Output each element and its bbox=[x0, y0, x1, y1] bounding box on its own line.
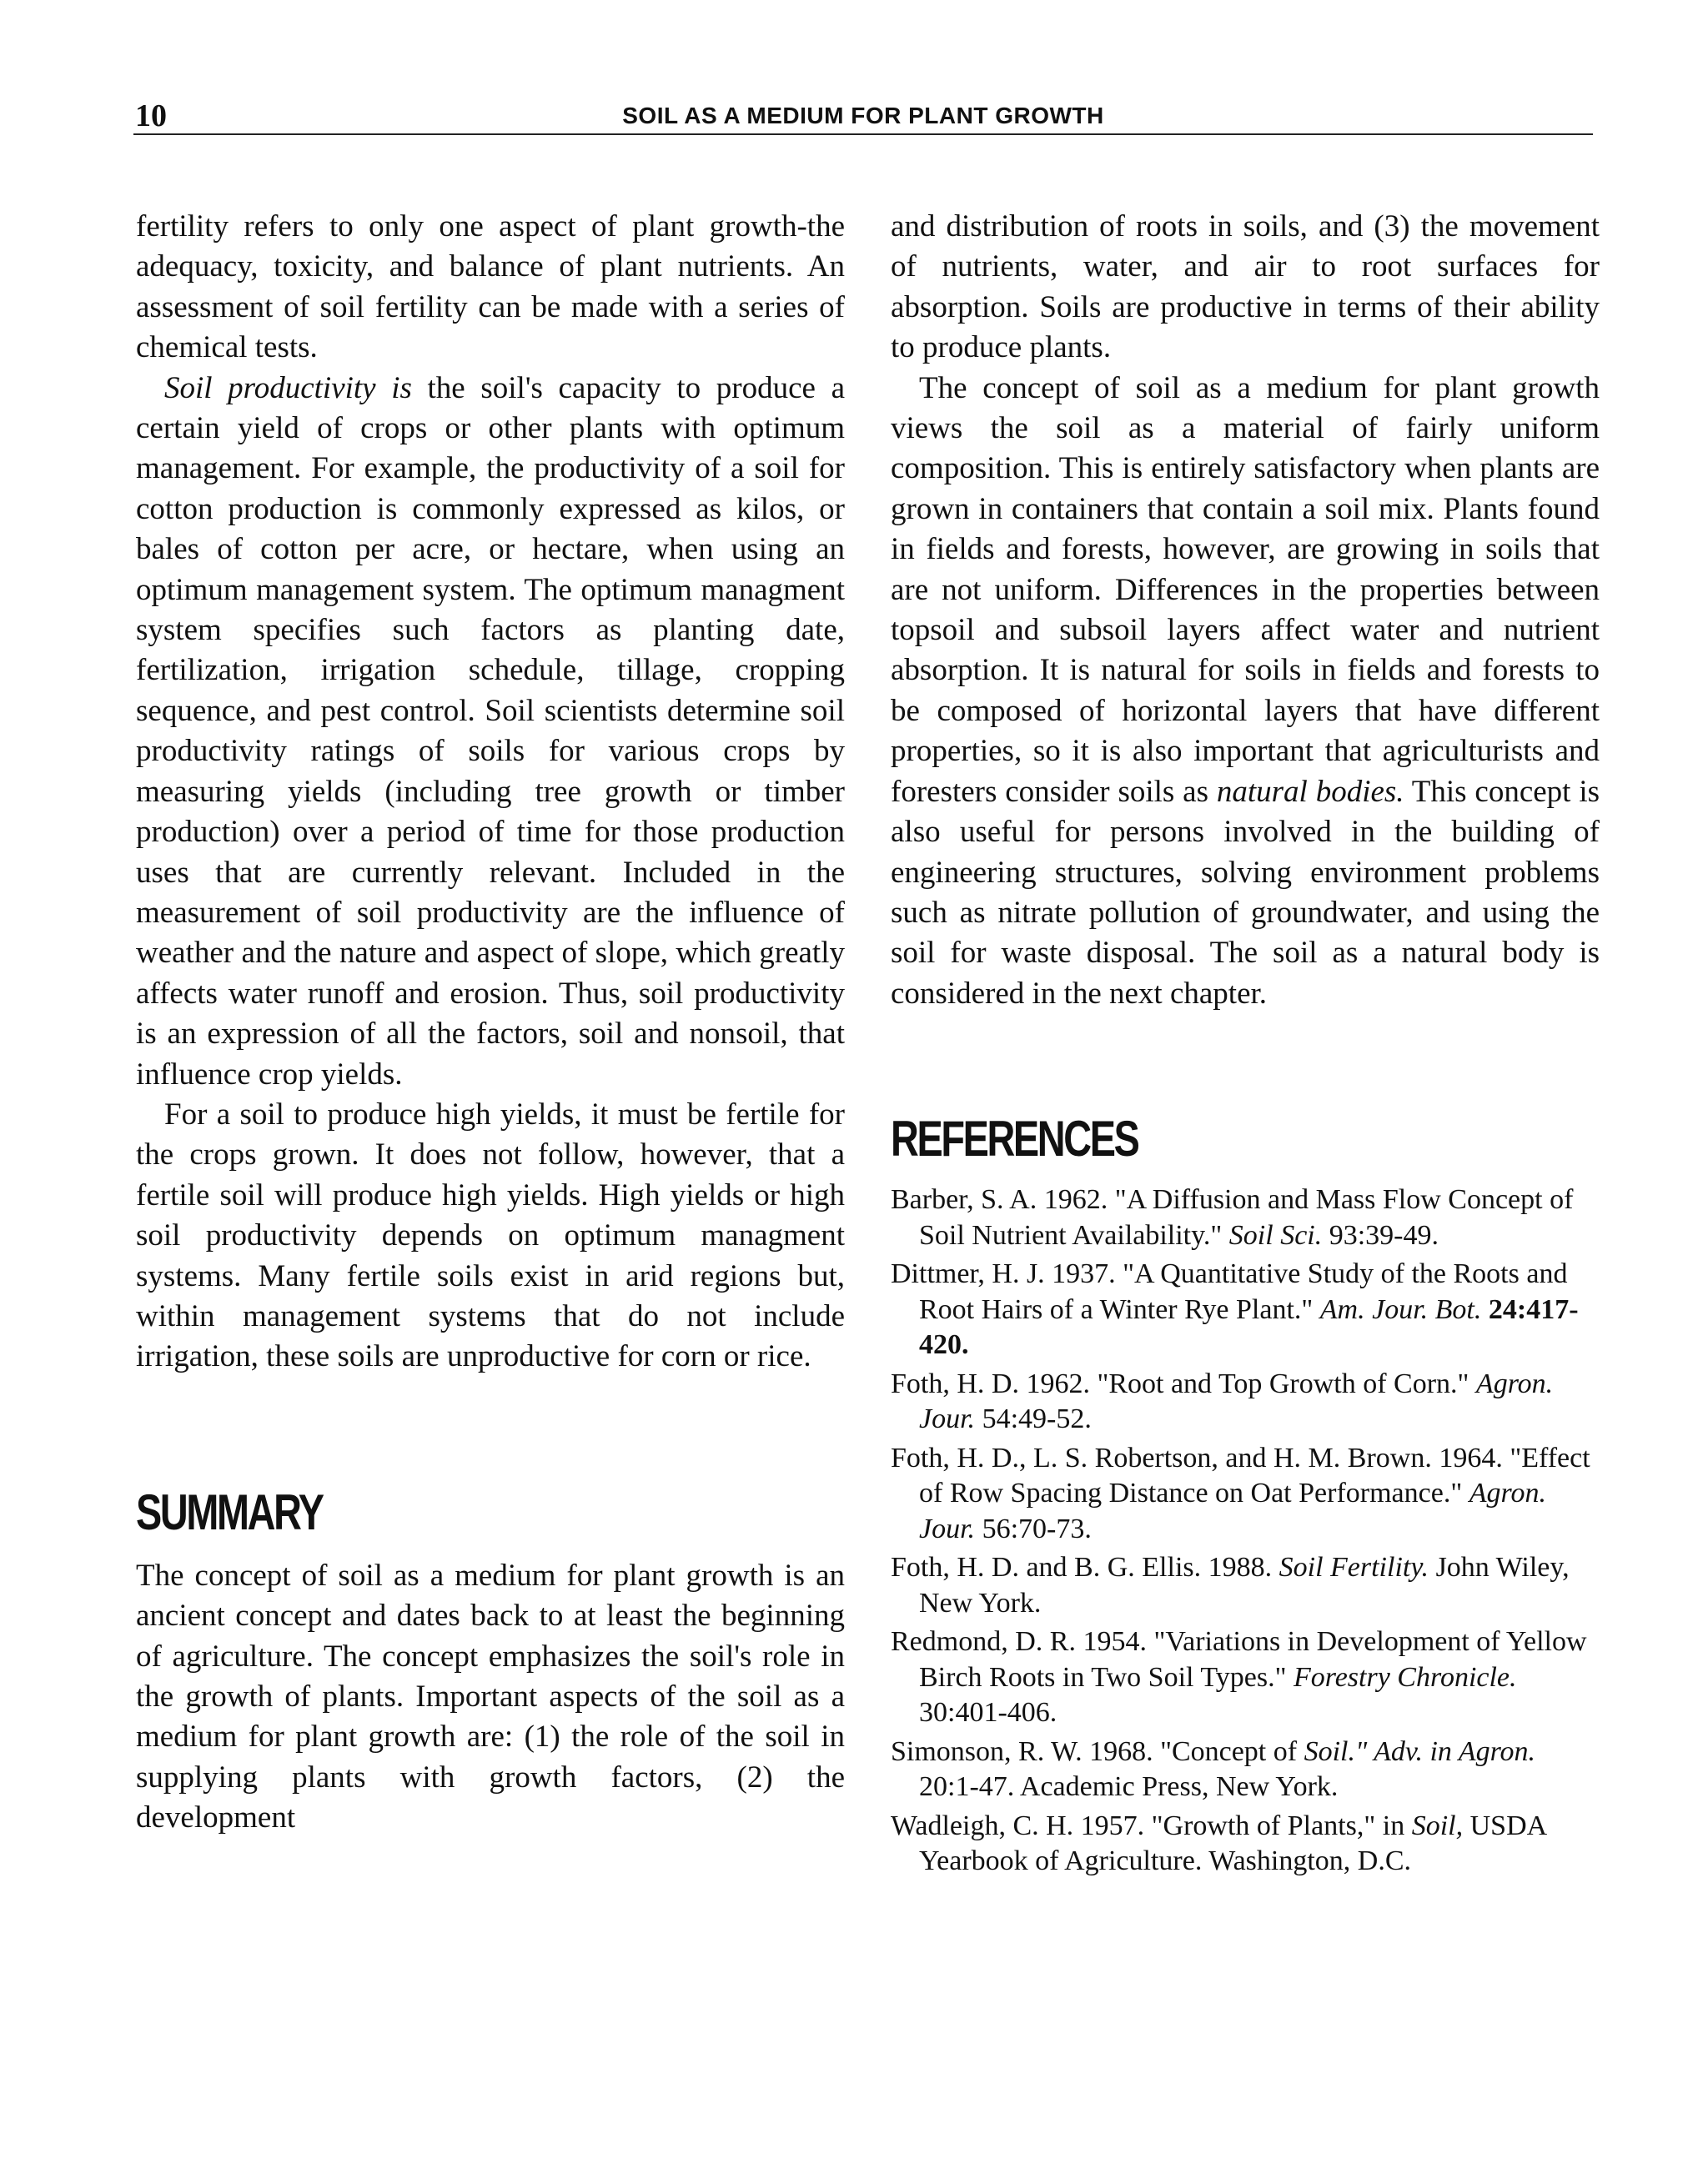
reference-item: Redmond, D. R. 1954. "Variations in Development of Yellow Birch Roots in Two Soil Types." Forestry Chronicle. 30:401-406. bbox=[891, 1626, 1587, 1729]
paragraph: For a soil to produce high yields, it must be fertile for the crops grown. It does not follow, however, that a fertile soil will produce high yields. High yields or high soil productivity depends on optimum managment systems. Many fertile soils exist in arid regions but, within management systems that do not include irrigation, these soils are unproductive for corn or rice. bbox=[136, 1097, 845, 1374]
reference-item: Barber, S. A. 1962. "A Diffusion and Mass Flow Concept of Soil Nutrient Availability." Soil Sci. 93:39-49. bbox=[891, 1184, 1574, 1251]
reference-item: Foth, H. D. and B. G. Ellis. 1988. Soil Fertility. John Wiley, New York. bbox=[891, 1552, 1570, 1619]
references-heading: REFERENCES bbox=[891, 1111, 1138, 1167]
paragraph-natural-bodies bbox=[891, 369, 1600, 1015]
reference-item: Foth, H. D. 1962. "Root and Top Growth of Corn." Agron. Jour. 54:49-52. bbox=[891, 1368, 1554, 1435]
journal-title: Am. Jour. Bot. bbox=[1319, 1293, 1482, 1325]
reference-item: Wadleigh, C. H. 1957. "Growth of Plants," in Soil, USDA Yearbook of Agriculture. Washington, D.C. bbox=[891, 1810, 1546, 1877]
reference-item: Dittmer, H. J. 1937. "A Quantitative Study of the Roots and Root Hairs of a Winter Rye Plant." Am. Jour. Bot. 24:417-420. bbox=[891, 1258, 1579, 1361]
running-header bbox=[133, 98, 1593, 135]
page-number: 10 bbox=[135, 98, 167, 133]
book-title: Soil, bbox=[1411, 1810, 1464, 1841]
journal-title: Forestry Chronicle. bbox=[1293, 1661, 1517, 1693]
left-column bbox=[136, 207, 845, 1839]
journal-title: Soil." Adv. in Agron. bbox=[1304, 1735, 1536, 1767]
right-column bbox=[891, 207, 1600, 1880]
defined-term: Soil productivity is bbox=[164, 370, 412, 405]
paragraph-text: The concept of soil as a medium for plant growth views the soil as a material of fairly uniform composition. This is entirely satisfactory when plants are grown in containers that contain a soil mix. Plants found in fields and forests, however, are growing in soils that are not uniform. Differences in the properties between topsoil and subsoil layers affect water and nutrient absorption. It is natural for soils in fields and forests to be composed of horizontal layers that have different properties, so it is also important that agriculturists and foresters consider soils as bbox=[891, 370, 1600, 809]
paragraph-text: This concept is also useful for persons involved in the building of engineering structures, solving environment problems such as nitrate pollution of groundwater, and using the soil for waste disposal. The soil as a natural body is considered in the next chapter. bbox=[891, 774, 1600, 1011]
journal-title: Agron. Jour. bbox=[919, 1368, 1554, 1435]
paragraph: fertility refers to only one aspect of plant growth-the adequacy, toxicity, and balance of plant nutrients. An assessment of soil fertility can be made with a series of chemical tests. bbox=[136, 209, 845, 365]
journal-title: Soil Sci. bbox=[1228, 1219, 1323, 1251]
summary-paragraph: The concept of soil as a medium for plant growth is an ancient concept and dates back to at least the beginning of agriculture. The concept emphasizes the soil's role in the growth of plants. Important aspects of the soil as a medium for plant growth are: (1) the role of the soil in supplying plants with growth factors, (2) the development bbox=[136, 1558, 845, 1835]
paragraph: and distribution of roots in soils, and (3) the movement of nutrients, water, and air to root surfaces for absorption. Soils are productive in terms of their ability to produce plants. bbox=[891, 209, 1600, 365]
paragraph-text: the soil's capacity to produce a certain yield of crops or other plants with optimum management. For example, the productivity of a soil for cotton production is commonly expressed as kilos, or bales of cotton per acre, or hectare, when using an optimum management system. The optimum managment system specifies such factors as planting date, fertilization, irrigation schedule, tillage, cropping sequence, and pest control. Soil scientists determine soil productivity ratings of soils for various crops by measuring yields (including tree growth or timber production) over a period of time for those production uses that are currently relevant. Included in the measurement of soil productivity are the influence of weather and the nature and aspect of slope, which greatly affects water runoff and erosion. Thus, soil productivity is an expression of all the factors, soil and nonsoil, that influence crop yields. bbox=[136, 370, 845, 1092]
paragraph-soil-productivity bbox=[136, 369, 845, 1095]
reference-item: Simonson, R. W. 1968. "Concept of Soil." Adv. in Agron. 20:1-47. Academic Press, New York. bbox=[891, 1735, 1536, 1803]
summary-heading: SUMMARY bbox=[136, 1484, 323, 1540]
reference-item: Foth, H. D., L. S. Robertson, and H. M. Brown. 1964. "Effect of Row Spacing Distance on Oat Performance." Agron. Jour. 56:70-73. bbox=[891, 1442, 1590, 1544]
journal-title: Agron. Jour. bbox=[919, 1478, 1546, 1544]
book-title: Soil Fertility. bbox=[1278, 1552, 1429, 1584]
defined-term: natural bodies. bbox=[1216, 774, 1404, 809]
reference-list bbox=[891, 1182, 1600, 1880]
running-title: SOIL AS A MEDIUM FOR PLANT GROWTH bbox=[622, 103, 1104, 128]
